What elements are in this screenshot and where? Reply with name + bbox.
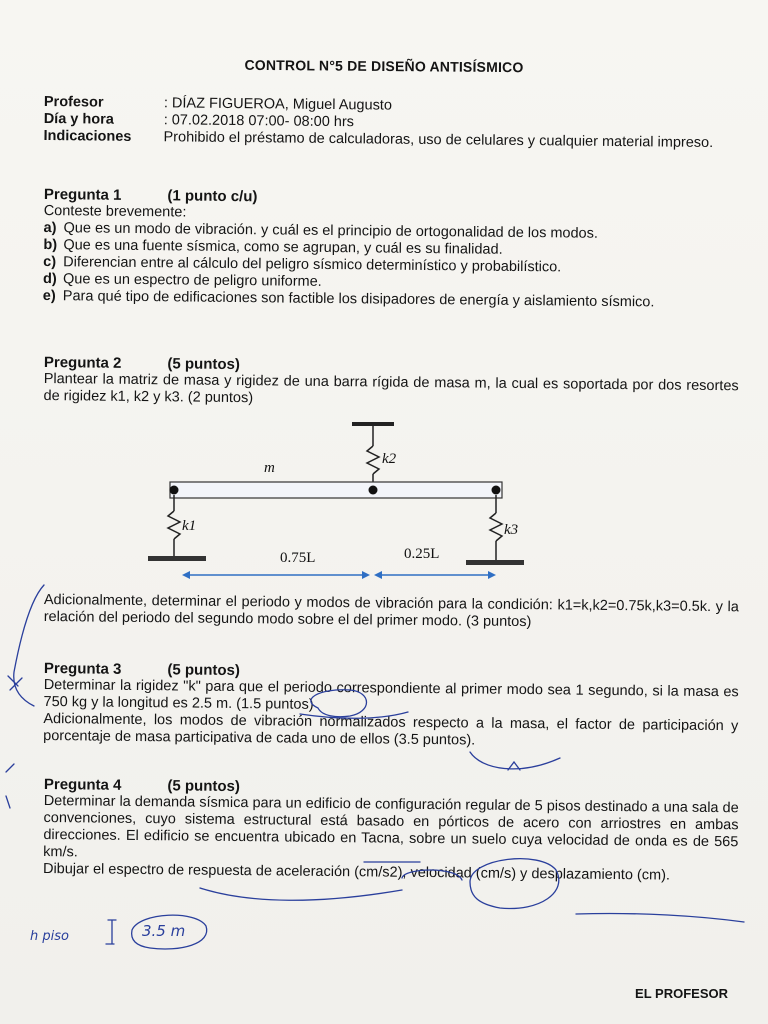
k3-label: k3 — [504, 522, 519, 538]
q2-additional-text: Adicionalmente, determinar el periodo y modos de vibración para la condición: k1=k,k2=0.75k,k3=0.5k. y la relación del periodo del segundo modo sobre el del primer modo. (3 puntos) — [43, 592, 739, 631]
mass-label: m — [264, 460, 275, 476]
q2-points: (5 puntos) — [167, 355, 241, 374]
q1-item-text: Para qué tipo de edificaciones son factible los disipadores de energía y aislamiento sísmico. — [62, 288, 655, 311]
q4-title: Pregunta 4 — [43, 776, 122, 794]
signature-label: EL PROFESOR — [635, 986, 728, 1001]
q2-title: Pregunta 2 — [43, 354, 122, 372]
q1-item-key: b) — [43, 236, 58, 254]
handwritten-3-5m: 3.5 m — [142, 922, 186, 940]
q3-statement: Determinar la rigidez "k" para que el periodo correspondiente al primer modo sea 1 segundo, si la masa es 750 kg y la longitud es 2.5 m. (1.5 puntos) — [43, 676, 739, 713]
circle-cm-s2-mark — [402, 870, 462, 880]
q3-curve-mark — [470, 752, 560, 769]
margin-tick-1 — [6, 764, 14, 772]
q1-item-text: Que es una fuente sísmica, como se agrupan, y cuál es su finalidad. — [63, 237, 503, 258]
k1-label: k1 — [182, 518, 197, 534]
handwritten-h-piso: h piso — [30, 929, 69, 944]
q4-drawing-instruction: Dibujar el espectro de respuesta de aceleración (cm/s2), velocidad (cm/s) y desplazamiento (cm). — [42, 860, 671, 884]
q1-item-text: Que es un modo de vibración. y cuál es el principio de ortogonalidad de los modos. — [63, 220, 599, 242]
circle-velocidad-mark — [470, 859, 559, 909]
indicaciones-value: Prohibido el préstamo de calculadoras, uso de celulares y cualquier material impreso. — [163, 129, 714, 152]
k2-label: k2 — [382, 451, 397, 467]
fecha-value: : 07.02.2018 07:00- 08:00 hrs — [163, 112, 355, 131]
margin-tick-2 — [6, 796, 10, 808]
circle-2-5m-mark — [311, 690, 367, 717]
fecha-label: Día y hora — [43, 110, 114, 128]
q1-item-key: c) — [43, 253, 57, 271]
q3-title: Pregunta 3 — [43, 660, 122, 678]
margin-bracket-mark — [14, 585, 44, 706]
q1-item-key: e) — [42, 287, 56, 305]
q1-item-text: Que es un espectro de peligro uniforme. — [62, 271, 322, 290]
q1-item-key: d) — [42, 270, 57, 288]
q4-points: (5 puntos) — [167, 777, 241, 796]
exam-title: CONTROL N°5 DE DISEÑO ANTISÍSMICO — [244, 56, 524, 76]
q4-statement: Determinar la demanda sísmica para un edificio de configuración regular de 5 pisos destinado a una sala de convenciones, cuyo sistema estructural está basado en pórticos de acero con arriostres en ambas direcciones. El edificio se encuentra ubicado en Tacna, sobre un suelo cuya velocidad de onda es de 565 km/s. — [43, 792, 739, 861]
q3-additional-text: Adicionalmente, los modos de vibración normalizados respecto a la masa, el factor de participación y porcentaje de masa participativa de cada uno de ellos (3.5 puntos). — [43, 710, 739, 749]
q1-item-text: Diferencian entre al cálculo del peligro sísmico determinístico y probabilístico. — [63, 254, 562, 276]
hpiso-bracket-mark — [106, 920, 116, 944]
profesor-value: : DÍAZ FIGUEROA, Miguel Augusto — [163, 95, 393, 114]
q1-intro: Conteste brevemente: — [43, 202, 187, 221]
underline-aceleracion-mark — [200, 888, 402, 900]
dim-025L-label: 0.25L — [404, 546, 440, 562]
indicaciones-label: Indicaciones — [43, 127, 132, 145]
margin-scribble-mark — [8, 676, 22, 690]
q1-title: Pregunta 1 — [43, 186, 122, 204]
q1-item-key: a) — [43, 219, 57, 237]
q3-points: (5 puntos) — [167, 661, 241, 680]
q2-statement: Plantear la matriz de masa y rigidez de una barra rígida de masa m, la cual es soportada por dos resortes de rigidez k1, k2 y k3. (2 puntos) — [43, 370, 739, 407]
profesor-label: Profesor — [43, 94, 104, 111]
dim-075L-label: 0.75L — [280, 550, 316, 566]
q1-points: (1 punto c/u) — [167, 187, 258, 206]
long-underline-mark — [576, 913, 744, 922]
